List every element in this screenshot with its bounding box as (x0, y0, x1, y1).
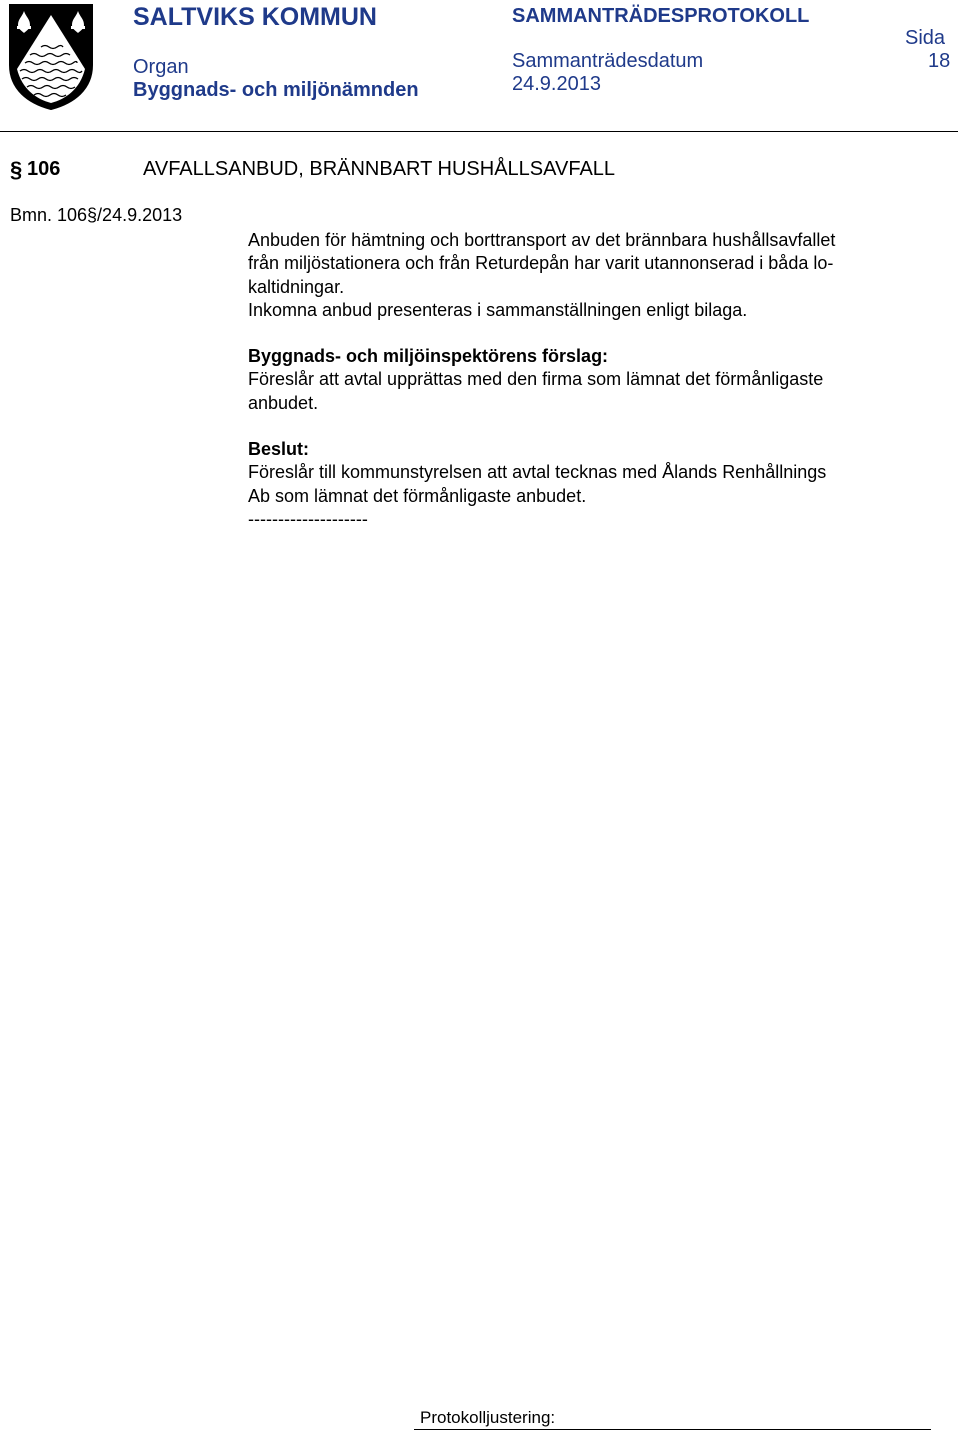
organ-label: Organ (133, 56, 189, 78)
section-body (248, 229, 948, 531)
organ-value: Byggnads- och miljönämnden (133, 79, 419, 101)
separator-line: -------------------- (248, 508, 368, 529)
decision-heading: Beslut: (248, 439, 310, 460)
signature-line (414, 1429, 931, 1430)
municipality-name: SALTVIKS KOMMUN (133, 3, 377, 31)
section-title: AVFALLSANBUD, BRÄNNBART HUSHÅLLSAVFALL (143, 158, 616, 180)
page-label: Sida (905, 27, 946, 49)
header-divider (0, 131, 958, 132)
protocol-verification-label: Protokolljustering: (420, 1408, 556, 1427)
paragraph-gap (248, 322, 948, 345)
section-number: 106 (27, 158, 61, 180)
body-line: Inkomna anbud presenteras i sammanställningen enligt bilaga. (248, 299, 748, 320)
proposal-heading: Byggnads- och miljöinspektörens förslag: (248, 346, 609, 367)
body-line: Ab som lämnat det förmånligaste anbudet. (248, 485, 587, 506)
coat-of-arms-icon (8, 3, 94, 111)
meeting-date-label: Sammanträdesdatum (512, 50, 704, 72)
paragraph-gap (248, 415, 948, 438)
page-number: 18 (928, 50, 951, 72)
body-line: kaltidningar. (248, 276, 345, 297)
section-symbol: § (10, 157, 23, 182)
body-line: Föreslår att avtal upprättas med den firma som lämnat det förmånligaste (248, 369, 824, 390)
body-line: från miljöstationera och från Returdepån har varit utannonserad i båda lo- (248, 253, 834, 274)
meeting-date-value: 24.9.2013 (512, 73, 601, 95)
body-line: anbudet. (248, 392, 319, 413)
protocol-title: SAMMANTRÄDESPROTOKOLL (512, 5, 810, 27)
body-line: Föreslår till kommunstyrelsen att avtal tecknas med Ålands Renhållnings (248, 462, 827, 483)
section-reference: Bmn. 106§/24.9.2013 (10, 205, 183, 225)
body-line: Anbuden för hämtning och borttransport av det brännbara hushållsavfallet (248, 230, 836, 250)
